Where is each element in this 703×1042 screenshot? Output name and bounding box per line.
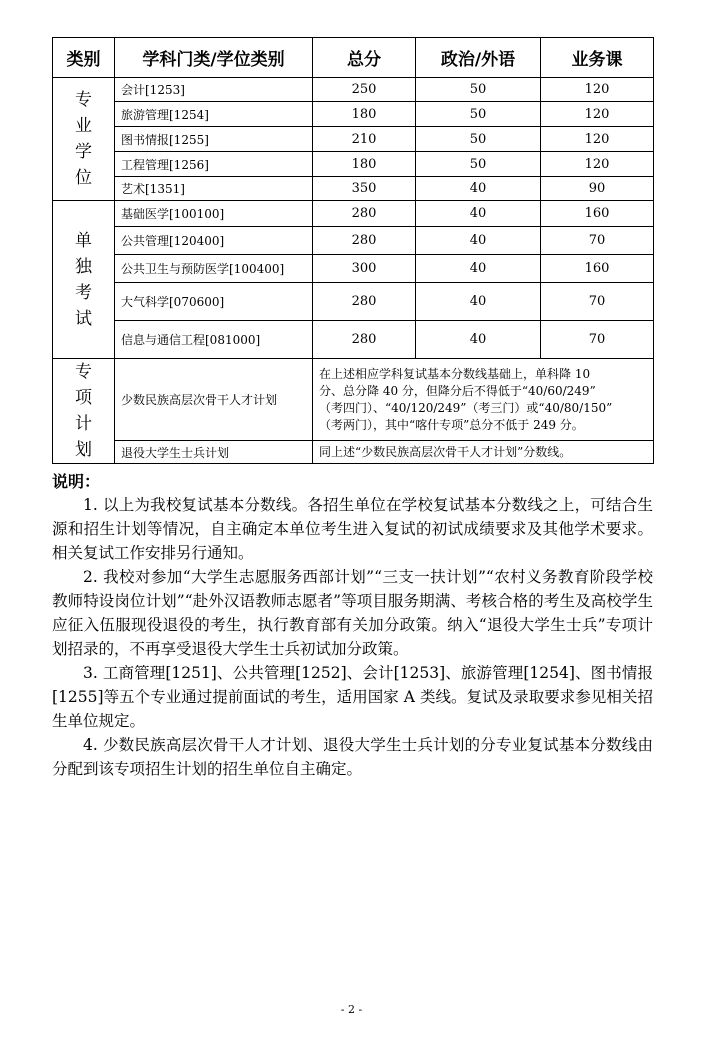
table-row: [53, 177, 654, 201]
special-plan-note: 在上述相应学科复试基本分数线基础上，单科降 10 分、总分降 40 分，但降分后不得低于“40/60/249” （考四门）、“40/120/249”（考三门）或“40/80/150” （考两门），其中“喀什专项”总分不低于 249 分。: [313, 359, 654, 441]
table-row: [53, 152, 654, 177]
table-row: [53, 255, 654, 283]
business-cell: 120: [541, 78, 654, 102]
subject-cell: 会计[1253]: [115, 78, 313, 102]
subject-cell: 艺术[1351]: [115, 177, 313, 201]
table-row: [53, 127, 654, 152]
business-cell: 70: [541, 283, 654, 321]
total-cell: 280: [313, 321, 416, 359]
business-cell: 120: [541, 152, 654, 177]
header-business: 业务课: [541, 38, 654, 78]
note-paragraph: 4. 少数民族高层次骨干人才计划、退役大学生士兵计划的分专业复试基本分数线由分配到该专项招生计划的招生单位自主确定。: [52, 736, 653, 778]
business-cell: 120: [541, 127, 654, 152]
subject-cell: 大气科学[070600]: [115, 283, 313, 321]
category-special-plan: 专 项 计 划: [53, 359, 115, 464]
subject-cell: 图书情报[1255]: [115, 127, 313, 152]
note-paragraph: 2. 我校对参加“大学生志愿服务西部计划”“三支一扶计划”“农村义务教育阶段学校教师特设岗位计划”“赴外汉语教师志愿者”等项目服务期满、考核合格的考生及高校学生应征入伍服现役退役的考生，执行教育部有关加分政策。纳入“退役大学生士兵”专项计划招录的，不再享受退役大学生士兵初试加分政策。: [52, 568, 653, 658]
total-cell: 280: [313, 283, 416, 321]
table-row: [53, 441, 654, 464]
table-row: [53, 227, 654, 255]
table-row: [53, 283, 654, 321]
politics-foreign-cell: 50: [416, 127, 541, 152]
business-cell: 160: [541, 201, 654, 227]
header-politics-foreign: 政治/外语: [416, 38, 541, 78]
note-paragraph: 1. 以上为我校复试基本分数线。各招生单位在学校复试基本分数线之上，可结合生源和招生计划等情况，自主确定本单位考生进入复试的初试成绩要求及其他学术要求。相关复试工作安排另行通知。: [52, 496, 653, 562]
politics-foreign-cell: 50: [416, 78, 541, 102]
total-cell: 350: [313, 177, 416, 201]
subject-cell: 公共管理[120400]: [115, 227, 313, 255]
subject-cell: 基础医学[100100]: [115, 201, 313, 227]
page-number: - 2 -: [340, 1003, 363, 1016]
business-cell: 70: [541, 227, 654, 255]
business-cell: 120: [541, 102, 654, 127]
politics-foreign-cell: 40: [416, 321, 541, 359]
politics-foreign-cell: 50: [416, 152, 541, 177]
business-cell: 160: [541, 255, 654, 283]
total-cell: 180: [313, 102, 416, 127]
table-row: [53, 201, 654, 227]
notes-heading: 说明：: [52, 472, 101, 491]
politics-foreign-cell: 40: [416, 177, 541, 201]
table-header-row: [53, 38, 654, 78]
score-table: [52, 37, 654, 464]
subject-cell: 旅游管理[1254]: [115, 102, 313, 127]
header-category: 类别: [53, 38, 115, 78]
header-subject: 学科门类/学位类别: [115, 38, 313, 78]
total-cell: 210: [313, 127, 416, 152]
total-cell: 250: [313, 78, 416, 102]
politics-foreign-cell: 40: [416, 227, 541, 255]
subject-cell: 公共卫生与预防医学[100400]: [115, 255, 313, 283]
subject-cell: 信息与通信工程[081000]: [115, 321, 313, 359]
notes-section: [52, 470, 653, 781]
politics-foreign-cell: 40: [416, 201, 541, 227]
table-row: [53, 78, 654, 102]
note-paragraph: 3. 工商管理[1251]、公共管理[1252]、会计[1253]、旅游管理[1254]、图书情报[1255]等五个专业通过提前面试的考生，适用国家 A 类线。复试及录取要求参见相关招生单位规定。: [52, 664, 653, 730]
politics-foreign-cell: 40: [416, 255, 541, 283]
header-total: 总分: [313, 38, 416, 78]
category-professional-degree: 专 业 学 位: [53, 78, 115, 201]
business-cell: 90: [541, 177, 654, 201]
total-cell: 280: [313, 227, 416, 255]
total-cell: 280: [313, 201, 416, 227]
subject-cell: 工程管理[1256]: [115, 152, 313, 177]
business-cell: 70: [541, 321, 654, 359]
table-row: [53, 321, 654, 359]
politics-foreign-cell: 40: [416, 283, 541, 321]
special-plan-note: 同上述“少数民族高层次骨干人才计划”分数线。: [313, 441, 654, 464]
table-row: [53, 102, 654, 127]
total-cell: 180: [313, 152, 416, 177]
category-separate-exam: 单 独 考 试: [53, 201, 115, 359]
table-row: [53, 359, 654, 441]
politics-foreign-cell: 50: [416, 102, 541, 127]
total-cell: 300: [313, 255, 416, 283]
subject-cell: 少数民族高层次骨干人才计划: [115, 359, 313, 441]
subject-cell: 退役大学生士兵计划: [115, 441, 313, 464]
